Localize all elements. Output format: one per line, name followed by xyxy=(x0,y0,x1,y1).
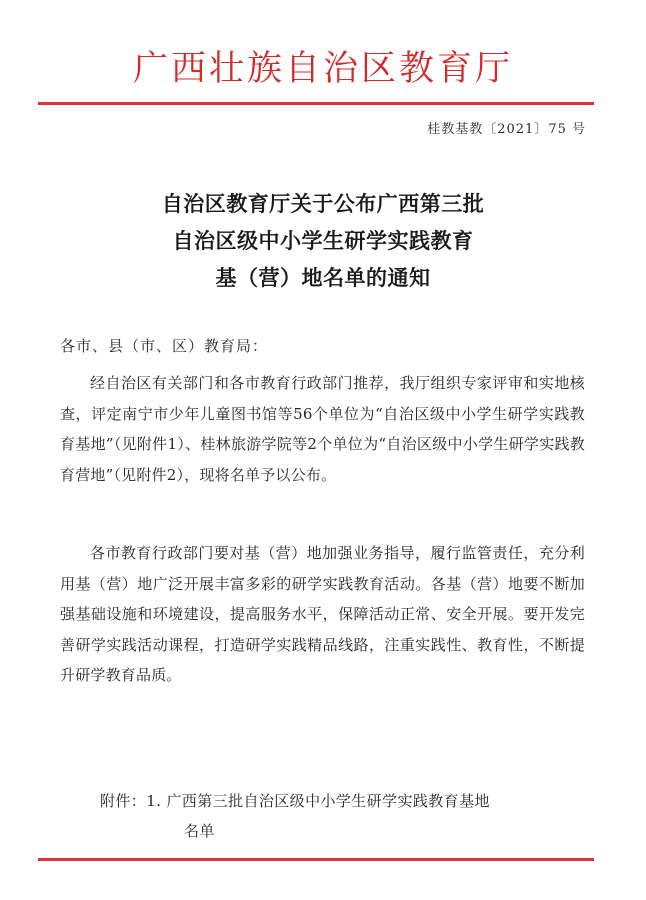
title-line: 自治区教育厅关于公布广西第三批 xyxy=(161,192,485,216)
document-number: 桂教基教〔2021〕75 号 xyxy=(427,122,586,137)
attachment-item-continuation: 名单 xyxy=(184,822,215,840)
header-red-rule xyxy=(38,102,594,105)
salutation: 各市、县（市、区）教育局： xyxy=(60,337,269,355)
title-line: 基（营）地名单的通知 xyxy=(215,266,431,290)
attachment-list xyxy=(100,786,580,846)
footer-red-rule xyxy=(38,858,594,861)
attachment-item: 附件：1. 广西第三批自治区级中小学生研学实践教育基地 xyxy=(100,792,490,810)
document-title xyxy=(0,186,646,297)
body-paragraph: 各市教育行政部门要对基（营）地加强业务指导，履行监管责任，充分利用基（营）地广泛开展丰富多彩的研学实践教育活动。各基（营）地要不断加强基础设施和环境建设，提高服务水平，保障活动正常、安全开展。要开发完善研学实践活动课程，打造研学实践精品线路，注重实践性、教育性，不断提升研学教育品质。 xyxy=(60,544,585,685)
title-line: 自治区级中小学生研学实践教育 xyxy=(172,229,474,253)
issuing-authority-header: 广西壮族自治区教育厅 xyxy=(132,49,513,89)
body-paragraph: 经自治区有关部门和各市教育行政部门推荐，我厅组织专家评审和实地核查，评定南宁市少年儿童图书馆等56个单位为“自治区级中小学生研学实践教育基地”（见附件1）、桂林旅游学院等2个单位为“自治区级中小学生研学实践教育营地”（见附件2），现将名单予以公布。 xyxy=(60,374,585,484)
